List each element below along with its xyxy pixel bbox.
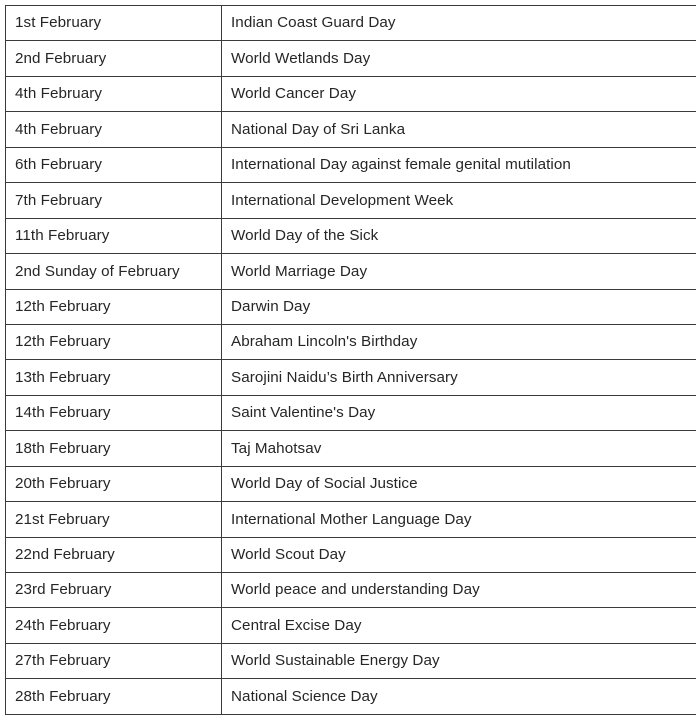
cell-observance: International Mother Language Day [222, 502, 696, 537]
table-row [6, 573, 696, 608]
table-row [6, 643, 696, 678]
cell-observance: World Scout Day [222, 537, 696, 572]
table-row [6, 466, 696, 501]
february-observances-table [5, 5, 696, 715]
table-row [6, 147, 696, 182]
table-row [6, 6, 696, 41]
cell-observance: Saint Valentine's Day [222, 395, 696, 430]
cell-date: 27th February [6, 643, 222, 678]
table-row [6, 218, 696, 253]
table-row [6, 254, 696, 289]
cell-observance: Central Excise Day [222, 608, 696, 643]
cell-observance: Sarojini Naidu’s Birth Anniversary [222, 360, 696, 395]
cell-date: 12th February [6, 324, 222, 359]
cell-observance: World Day of Social Justice [222, 466, 696, 501]
cell-observance: Indian Coast Guard Day [222, 6, 696, 41]
cell-date: 14th February [6, 395, 222, 430]
cell-date: 21st February [6, 502, 222, 537]
cell-date: 23rd February [6, 573, 222, 608]
cell-date: 4th February [6, 76, 222, 111]
cell-observance: International Day against female genital mutilation [222, 147, 696, 182]
cell-date: 28th February [6, 679, 222, 714]
cell-date: 11th February [6, 218, 222, 253]
cell-observance: International Development Week [222, 183, 696, 218]
cell-date: 7th February [6, 183, 222, 218]
table-row [6, 41, 696, 76]
cell-date: 4th February [6, 112, 222, 147]
cell-observance: National Science Day [222, 679, 696, 714]
cell-date: 2nd February [6, 41, 222, 76]
cell-date: 18th February [6, 431, 222, 466]
table-body [6, 6, 696, 715]
table-row [6, 431, 696, 466]
table-row [6, 183, 696, 218]
cell-observance: National Day of Sri Lanka [222, 112, 696, 147]
cell-date: 1st February [6, 6, 222, 41]
cell-observance: World Marriage Day [222, 254, 696, 289]
cell-observance: World Cancer Day [222, 76, 696, 111]
table-row [6, 112, 696, 147]
table-row [6, 502, 696, 537]
cell-date: 22nd February [6, 537, 222, 572]
cell-date: 6th February [6, 147, 222, 182]
cell-observance: World Wetlands Day [222, 41, 696, 76]
table-row [6, 395, 696, 430]
cell-date: 2nd Sunday of February [6, 254, 222, 289]
cell-observance: World Sustainable Energy Day [222, 643, 696, 678]
table-row [6, 289, 696, 324]
table-row [6, 608, 696, 643]
cell-observance: Abraham Lincoln's Birthday [222, 324, 696, 359]
table-row [6, 537, 696, 572]
cell-observance: Taj Mahotsav [222, 431, 696, 466]
table-row [6, 76, 696, 111]
cell-date: 12th February [6, 289, 222, 324]
cell-observance: Darwin Day [222, 289, 696, 324]
cell-observance: World Day of the Sick [222, 218, 696, 253]
cell-date: 20th February [6, 466, 222, 501]
cell-date: 24th February [6, 608, 222, 643]
table-row [6, 360, 696, 395]
cell-observance: World peace and understanding Day [222, 573, 696, 608]
table-row [6, 324, 696, 359]
cell-date: 13th February [6, 360, 222, 395]
table-row [6, 679, 696, 714]
